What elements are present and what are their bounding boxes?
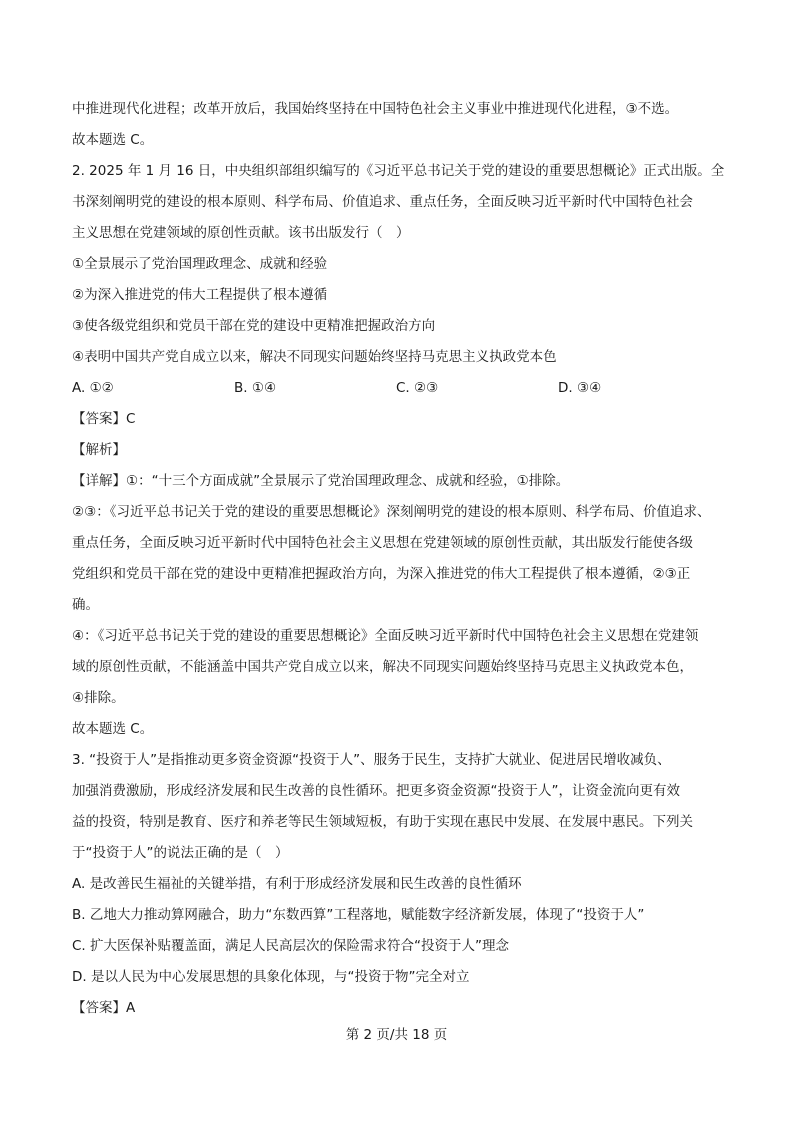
question-3: [72, 745, 732, 1024]
statement-2: ②为深入推进党的伟大工程提供了根本遵循: [72, 287, 328, 303]
option-d: D. ③④: [558, 380, 602, 396]
answer-label: 【答案】C: [72, 411, 136, 427]
answer-label: 【答案】A: [72, 1000, 136, 1016]
option-a: A. 是改善民生福祉的关键举措，有利于形成经济发展和民生改善的良性循环: [72, 876, 522, 892]
text-line: 故本题选 C。: [72, 132, 154, 148]
detail-line: 域的原创性贡献，不能涵盖中国共产党自成立以来，解决不同现实问题始终坚持马克思主义执政党本色，: [72, 659, 693, 675]
page-number: 第 2 页/共 18 页: [345, 1027, 448, 1043]
question-stem: 书深刻阐明党的建设的根本原则、科学布局、价值追求、重点任务，全面反映习近平新时代中国特色社会: [72, 194, 693, 210]
question-stem: 主义思想在党建领域的原创性贡献。该书出版发行（ ）: [72, 225, 410, 241]
question-stem: 2. 2025 年 1 月 16 日，中央组织部组织编写的《习近平总书记关于党的建设的重要思想概论》正式出版。全: [72, 163, 725, 179]
detail-line: ②③：《习近平总书记关于党的建设的重要思想概论》深刻阐明党的建设的根本原则、科学布局、价值追求、: [72, 504, 711, 520]
detail-line: 【详解】①：“十三个方面成就”全景展示了党治国理政理念、成就和经验，①排除。: [72, 473, 570, 489]
detail-line: ④：《习近平总书记关于党的建设的重要思想概论》全面反映习近平新时代中国特色社会主义思想在党建领: [72, 628, 699, 644]
question-stem: 于“投资于人”的说法正确的是（ ）: [72, 845, 289, 861]
detail-line: 重点任务，全面反映习近平新时代中国特色社会主义思想在党建领域的原创性贡献，其出版发行能使各级: [72, 535, 693, 551]
detail-line: 党组织和党员干部在党的建设中更精准把握政治方向，为深入推进党的伟大工程提供了根本遵循，②③正: [72, 566, 691, 582]
option-a: A. ①②: [72, 380, 114, 396]
option-c: C. ②③: [396, 380, 439, 396]
document-body: [72, 94, 732, 1024]
option-b: B. ①④: [234, 380, 277, 396]
analysis-label: 【解析】: [72, 442, 126, 458]
statement-1: ①全景展示了党治国理政理念、成就和经验: [72, 256, 328, 272]
conclusion-line: 故本题选 C。: [72, 721, 154, 737]
option-d: D. 是以人民为中心发展思想的具象化体现，与“投资于物”完全对立: [72, 969, 470, 985]
statement-4: ④表明中国共产党自成立以来，解决不同现实问题始终坚持马克思主义执政党本色: [72, 349, 557, 365]
text-line: 中推进现代化进程；改革开放后，我国始终坚持在中国特色社会主义事业中推进现代化进程，③不选。: [72, 101, 679, 117]
question-stem: 加强消费激励，形成经济发展和民生改善的良性循环。把更多资金资源“投资于人”，让资金流向更有效: [72, 783, 680, 799]
statement-3: ③使各级党组织和党员干部在党的建设中更精准把握政治方向: [72, 318, 436, 334]
detail-line: 确。: [72, 597, 99, 613]
question-stem: 3. “投资于人”是指推动更多资金资源“投资于人”、服务于民生，支持扩大就业、促进居民增收减负、: [72, 752, 671, 768]
option-c: C. 扩大医保补贴覆盖面，满足人民高层次的保险需求符合“投资于人”理念: [72, 938, 509, 954]
answer-options: [72, 373, 732, 404]
question-2: [72, 156, 732, 745]
option-b: B. 乙地大力推动算网融合，助力“东数西算”工程落地，赋能数字经济新发展，体现了“投资于人”: [72, 907, 645, 923]
detail-line: ④排除。: [72, 690, 125, 706]
question-stem: 益的投资，特别是教育、医疗和养老等民生领域短板，有助于实现在惠民中发展、在发展中惠民。下列关: [72, 814, 693, 830]
